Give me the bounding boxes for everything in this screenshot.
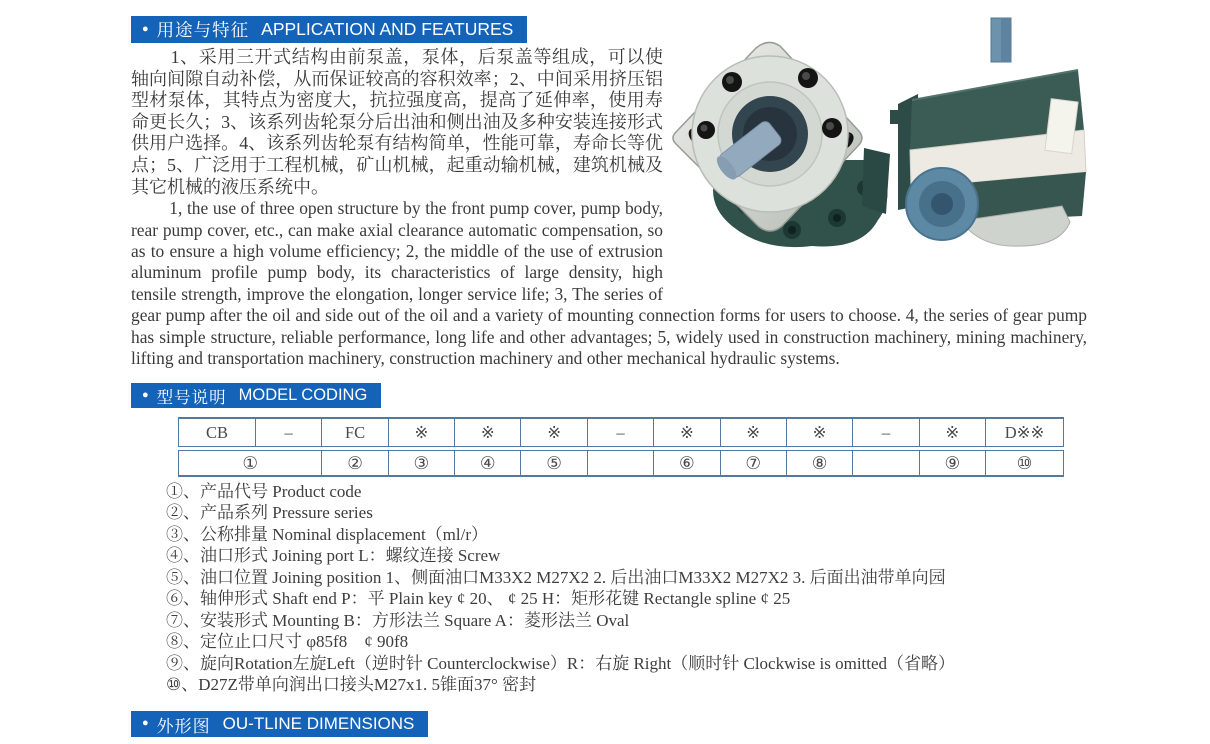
index-cell [587, 451, 653, 475]
index-cell: ④ [454, 451, 520, 475]
code-cell: ※ [653, 419, 719, 446]
index-cell: ⑥ [653, 451, 719, 475]
index-cell: ③ [388, 451, 454, 475]
gear-pump-side-photo [890, 18, 1086, 246]
code-cell: ※ [919, 419, 985, 446]
model-coding-table [178, 417, 1064, 477]
note-item: ⑩、D27Z带单向润出口接头M27x1. 5锥面37° 密封 [166, 675, 537, 695]
index-cell: ② [321, 451, 387, 475]
features-title-en: APPLICATION AND FEATURES [261, 19, 514, 39]
code-cell: FC [321, 419, 387, 446]
index-cell: ⑩ [985, 451, 1063, 475]
code-cell: ※ [454, 419, 520, 446]
code-cell: – [852, 419, 918, 446]
note-item: ⑦、安装形式 Mounting B：方形法兰 Square A：菱形法兰 Oval [166, 610, 630, 630]
code-cell: ※ [520, 419, 586, 446]
code-cell: ※ [786, 419, 852, 446]
code-cell: – [255, 419, 321, 446]
code-cell: CB [205, 422, 228, 442]
code-cell: ※ [388, 419, 454, 446]
model-code-row [178, 417, 1064, 447]
code-cell: D※※ [985, 419, 1063, 446]
features-title-zh: 用途与特征 [156, 20, 250, 40]
code-cell: – [587, 419, 653, 446]
note-item: ⑤、油口位置 Joining position 1、侧面油口M33X2 M27X2 2. 后出油口M33X2 M27X2 3. 后面出油带单向园 [166, 567, 946, 587]
features-paragraph-en: 1, the use of three open structure by the front pump cover, pump body, rear pump cover, etc., can make axial clearance automatic compensation, so as to ensure a high volume efficiency; 2, the middle of the use of extrusion aluminum profile pump body, its characteristics of large density, high tensile strength, improve the elongation, longer service life; 3, The series of gear pump after the oil and side out of the oil and a variety of mounting connection forms for users to choose. 4, the series of gear pump has simple structure, reliable performance, long life and other advantages; 5, widely used in construction machinery, mining machinery, lifting and transportation machinery, construction machinery and other mechanical hydraulic systems. [131, 198, 1087, 368]
note-item: ⑨、旋向Rotation左旋Left（逆时针 Counterclockwise）R：右旋 Right（顺时针 Clockwise is omitted（省略） [166, 653, 956, 673]
index-cell: ⑨ [919, 451, 985, 475]
note-item: ①、产品代号 Product code [166, 482, 362, 501]
model-index-row [178, 450, 1064, 477]
gear-pump-front-photo [673, 42, 890, 247]
section-header-outline [131, 711, 428, 737]
pump-photos [660, 8, 1096, 260]
model-coding-title-zh: 型号说明 [156, 388, 227, 407]
note-item: ⑧、定位止口尺寸 φ85f8 ¢ 90f8 [166, 632, 409, 652]
note-item: ④、油口形式 Joining port L：螺纹连接 Screw [166, 546, 501, 566]
index-cell: ⑦ [720, 451, 786, 475]
bullet-icon: ● [142, 22, 149, 35]
index-cell: ① [242, 452, 259, 473]
section-header-model-coding [131, 383, 381, 408]
model-coding-title-en: MODEL CODING [238, 386, 368, 404]
index-cell: ⑤ [520, 451, 586, 475]
index-cell [852, 451, 918, 475]
note-item: ③、公称排量 Nominal displacement（ml/r） [166, 524, 489, 544]
pump-photos-svg [660, 8, 1096, 260]
note-item: ⑥、轴伸形式 Shaft end P：平 Plain key ¢ 20、 ¢ 25 H：矩形花键 Rectangle spline ¢ 25 [166, 589, 791, 609]
outline-title-en: OU-TLINE DIMENSIONS [222, 714, 415, 733]
section-header-features [131, 16, 527, 43]
code-cell: ※ [720, 419, 786, 446]
model-coding-notes [166, 481, 1096, 696]
outline-title-zh: 外形图 [156, 716, 211, 736]
bullet-icon: ● [142, 717, 149, 729]
features-paragraph-zh: 1、采用三开式结构由前泵盖，泵体，后泵盖等组成，可以使轴向间隙自动补偿，从而保证较高的容积效率；2、中间采用挤压铝型材泵体，其特点为密度大，抗拉强度高，提高了延伸率，使用寿命更长久；3、该系列齿轮泵分后出油和侧出油及多种安装连接形式供用户选择。4、该系列齿轮泵有结构简单，性能可靠，寿命长等优点；5、广泛用于工程机械，矿山机械，起重动输机械，建筑机械及其它机械的液压系统中。 [131, 47, 663, 197]
bullet-icon: ● [142, 388, 149, 401]
index-cell: ⑧ [786, 451, 852, 475]
note-item: ②、产品系列 Pressure series [166, 503, 373, 523]
